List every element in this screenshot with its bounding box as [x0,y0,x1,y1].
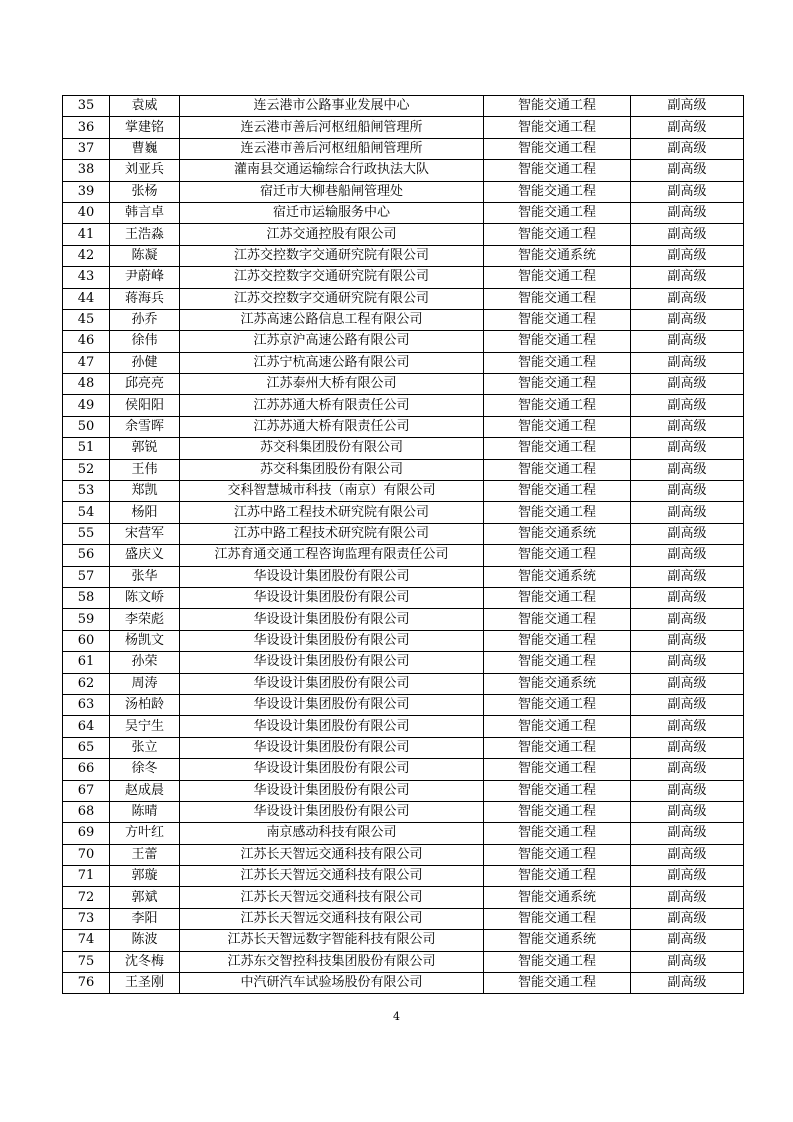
organization-cell: 江苏交控数字交通研究院有限公司 [180,245,484,266]
row-number-cell: 62 [63,673,110,694]
title-level-cell: 副高级 [631,481,744,502]
table-row [63,866,744,887]
table-row [63,288,744,309]
table-row [63,973,744,994]
row-number-cell: 74 [63,930,110,951]
row-number-cell: 70 [63,844,110,865]
title-level-cell: 副高级 [631,951,744,972]
person-name-cell: 汤柏龄 [110,694,180,715]
specialty-cell: 智能交通工程 [484,309,631,330]
row-number-cell: 37 [63,138,110,159]
row-number-cell: 67 [63,780,110,801]
specialty-cell: 智能交通工程 [484,609,631,630]
table-row [63,459,744,480]
table-row [63,780,744,801]
specialty-cell: 智能交通工程 [484,267,631,288]
person-name-cell: 陈波 [110,930,180,951]
organization-cell: 华设设计集团股份有限公司 [180,652,484,673]
row-number-cell: 40 [63,202,110,223]
person-name-cell: 赵成晨 [110,780,180,801]
title-level-cell: 副高级 [631,352,744,373]
title-level-cell: 副高级 [631,673,744,694]
row-number-cell: 59 [63,609,110,630]
organization-cell: 华设设计集团股份有限公司 [180,780,484,801]
organization-cell: 江苏长天智远交通科技有限公司 [180,887,484,908]
specialty-cell: 智能交通工程 [484,181,631,202]
row-number-cell: 36 [63,117,110,138]
title-level-cell: 副高级 [631,224,744,245]
organization-cell: 南京感动科技有限公司 [180,823,484,844]
specialty-cell: 智能交通工程 [484,801,631,822]
person-name-cell: 王伟 [110,459,180,480]
specialty-cell: 智能交通工程 [484,630,631,651]
table-row [63,181,744,202]
table-row [63,716,744,737]
person-name-cell: 蒋海兵 [110,288,180,309]
specialty-cell: 智能交通系统 [484,887,631,908]
row-number-cell: 73 [63,908,110,929]
row-number-cell: 72 [63,887,110,908]
organization-cell: 华设设计集团股份有限公司 [180,737,484,758]
specialty-cell: 智能交通工程 [484,587,631,608]
organization-cell: 中汽研汽车试验场股份有限公司 [180,973,484,994]
specialty-cell: 智能交通工程 [484,160,631,181]
specialty-cell: 智能交通工程 [484,202,631,223]
organization-cell: 江苏泰州大桥有限公司 [180,374,484,395]
specialty-cell: 智能交通工程 [484,438,631,459]
title-level-cell: 副高级 [631,823,744,844]
organization-cell: 连云港市公路事业发展中心 [180,96,484,117]
table-row [63,823,744,844]
table-row [63,202,744,223]
specialty-cell: 智能交通工程 [484,716,631,737]
specialty-cell: 智能交通工程 [484,352,631,373]
table-row [63,502,744,523]
title-level-cell: 副高级 [631,780,744,801]
table-row [63,245,744,266]
table-row [63,566,744,587]
title-level-cell: 副高级 [631,652,744,673]
organization-cell: 灌南县交通运输综合行政执法大队 [180,160,484,181]
person-name-cell: 李阳 [110,908,180,929]
table-row [63,587,744,608]
table-row [63,309,744,330]
organization-cell: 华设设计集团股份有限公司 [180,609,484,630]
title-level-cell: 副高级 [631,887,744,908]
specialty-cell: 智能交通工程 [484,288,631,309]
person-name-cell: 宋营军 [110,523,180,544]
row-number-cell: 55 [63,523,110,544]
table-row [63,374,744,395]
person-name-cell: 侯阳阳 [110,395,180,416]
title-level-cell: 副高级 [631,374,744,395]
specialty-cell: 智能交通工程 [484,138,631,159]
organization-cell: 江苏高速公路信息工程有限公司 [180,309,484,330]
table-row [63,438,744,459]
row-number-cell: 76 [63,973,110,994]
specialty-cell: 智能交通工程 [484,117,631,138]
title-level-cell: 副高级 [631,523,744,544]
title-level-cell: 副高级 [631,844,744,865]
person-name-cell: 韩言卓 [110,202,180,223]
title-level-cell: 副高级 [631,587,744,608]
title-level-cell: 副高级 [631,395,744,416]
specialty-cell: 智能交通工程 [484,844,631,865]
organization-cell: 华设设计集团股份有限公司 [180,801,484,822]
title-level-cell: 副高级 [631,545,744,566]
person-name-cell: 孙乔 [110,309,180,330]
row-number-cell: 41 [63,224,110,245]
person-name-cell: 周涛 [110,673,180,694]
row-number-cell: 69 [63,823,110,844]
specialty-cell: 智能交通工程 [484,331,631,352]
title-level-cell: 副高级 [631,630,744,651]
row-number-cell: 50 [63,416,110,437]
page-number: 4 [393,1010,400,1023]
table-row [63,652,744,673]
row-number-cell: 53 [63,481,110,502]
title-level-cell: 副高级 [631,331,744,352]
person-name-cell: 张杨 [110,181,180,202]
organization-cell: 华设设计集团股份有限公司 [180,716,484,737]
organization-cell: 华设设计集团股份有限公司 [180,630,484,651]
title-level-cell: 副高级 [631,96,744,117]
person-name-cell: 王圣刚 [110,973,180,994]
table-row [63,844,744,865]
specialty-cell: 智能交通工程 [484,737,631,758]
row-number-cell: 58 [63,587,110,608]
row-number-cell: 64 [63,716,110,737]
row-number-cell: 65 [63,737,110,758]
row-number-cell: 48 [63,374,110,395]
row-number-cell: 35 [63,96,110,117]
person-name-cell: 尹蔚峰 [110,267,180,288]
person-name-cell: 徐冬 [110,759,180,780]
table-row [63,224,744,245]
title-level-cell: 副高级 [631,309,744,330]
person-name-cell: 郑凯 [110,481,180,502]
table-row [63,930,744,951]
person-name-cell: 曹巍 [110,138,180,159]
person-name-cell: 王蕾 [110,844,180,865]
table-row [63,160,744,181]
row-number-cell: 60 [63,630,110,651]
table-row [63,609,744,630]
specialty-cell: 智能交通工程 [484,908,631,929]
person-name-cell: 盛庆义 [110,545,180,566]
row-number-cell: 54 [63,502,110,523]
specialty-cell: 智能交通工程 [484,866,631,887]
row-number-cell: 57 [63,566,110,587]
title-level-cell: 副高级 [631,160,744,181]
specialty-cell: 智能交通工程 [484,481,631,502]
person-name-cell: 袁威 [110,96,180,117]
row-number-cell: 38 [63,160,110,181]
specialty-cell: 智能交通工程 [484,973,631,994]
table-row [63,951,744,972]
title-level-cell: 副高级 [631,245,744,266]
specialty-cell: 智能交通工程 [484,395,631,416]
specialty-cell: 智能交通系统 [484,930,631,951]
table-row [63,673,744,694]
organization-cell: 江苏苏通大桥有限责任公司 [180,395,484,416]
organization-cell: 华设设计集团股份有限公司 [180,759,484,780]
organization-cell: 苏交科集团股份有限公司 [180,459,484,480]
person-name-cell: 张华 [110,566,180,587]
organization-cell: 华设设计集团股份有限公司 [180,673,484,694]
specialty-cell: 智能交通工程 [484,694,631,715]
row-number-cell: 52 [63,459,110,480]
person-name-cell: 邱亮亮 [110,374,180,395]
organization-cell: 江苏东交智控科技集团股份有限公司 [180,951,484,972]
row-number-cell: 71 [63,866,110,887]
person-name-cell: 吴宁生 [110,716,180,737]
title-level-cell: 副高级 [631,609,744,630]
person-name-cell: 杨阳 [110,502,180,523]
row-number-cell: 46 [63,331,110,352]
title-level-cell: 副高级 [631,438,744,459]
person-name-cell: 方叶红 [110,823,180,844]
organization-cell: 连云港市善后河枢纽船闸管理所 [180,117,484,138]
row-number-cell: 51 [63,438,110,459]
table-row [63,801,744,822]
title-level-cell: 副高级 [631,908,744,929]
organization-cell: 连云港市善后河枢纽船闸管理所 [180,138,484,159]
table-row [63,545,744,566]
person-name-cell: 陈文峤 [110,587,180,608]
organization-cell: 江苏长天智远交通科技有限公司 [180,908,484,929]
roster-table-body [63,96,744,994]
table-row [63,694,744,715]
title-level-cell: 副高级 [631,566,744,587]
person-name-cell: 徐伟 [110,331,180,352]
person-name-cell: 郭斌 [110,887,180,908]
title-level-cell: 副高级 [631,288,744,309]
title-level-cell: 副高级 [631,759,744,780]
row-number-cell: 45 [63,309,110,330]
organization-cell: 华设设计集团股份有限公司 [180,566,484,587]
specialty-cell: 智能交通工程 [484,759,631,780]
row-number-cell: 42 [63,245,110,266]
organization-cell: 江苏宁杭高速公路有限公司 [180,352,484,373]
organization-cell: 江苏交控数字交通研究院有限公司 [180,267,484,288]
specialty-cell: 智能交通工程 [484,96,631,117]
person-name-cell: 李荣彪 [110,609,180,630]
table-row [63,352,744,373]
row-number-cell: 66 [63,759,110,780]
specialty-cell: 智能交通工程 [484,823,631,844]
table-row [63,908,744,929]
table-row [63,138,744,159]
organization-cell: 江苏长天智远数字智能科技有限公司 [180,930,484,951]
title-level-cell: 副高级 [631,694,744,715]
person-name-cell: 孙荣 [110,652,180,673]
person-name-cell: 沈冬梅 [110,951,180,972]
person-name-cell: 陈凝 [110,245,180,266]
person-name-cell: 郭璇 [110,866,180,887]
specialty-cell: 智能交通系统 [484,523,631,544]
roster-table [62,95,744,994]
row-number-cell: 49 [63,395,110,416]
organization-cell: 江苏京沪高速公路有限公司 [180,331,484,352]
title-level-cell: 副高级 [631,930,744,951]
table-row [63,759,744,780]
row-number-cell: 44 [63,288,110,309]
title-level-cell: 副高级 [631,459,744,480]
organization-cell: 江苏中路工程技术研究院有限公司 [180,502,484,523]
specialty-cell: 智能交通工程 [484,545,631,566]
title-level-cell: 副高级 [631,973,744,994]
organization-cell: 江苏中路工程技术研究院有限公司 [180,523,484,544]
title-level-cell: 副高级 [631,502,744,523]
specialty-cell: 智能交通工程 [484,502,631,523]
row-number-cell: 56 [63,545,110,566]
person-name-cell: 郭锐 [110,438,180,459]
title-level-cell: 副高级 [631,117,744,138]
person-name-cell: 掌建铭 [110,117,180,138]
row-number-cell: 43 [63,267,110,288]
title-level-cell: 副高级 [631,416,744,437]
specialty-cell: 智能交通系统 [484,673,631,694]
title-level-cell: 副高级 [631,202,744,223]
specialty-cell: 智能交通工程 [484,652,631,673]
title-level-cell: 副高级 [631,138,744,159]
table-row [63,117,744,138]
person-name-cell: 王浩淼 [110,224,180,245]
specialty-cell: 智能交通工程 [484,951,631,972]
table-row [63,395,744,416]
title-level-cell: 副高级 [631,801,744,822]
person-name-cell: 陈晴 [110,801,180,822]
organization-cell: 宿迁市大柳巷船闸管理处 [180,181,484,202]
row-number-cell: 39 [63,181,110,202]
table-row [63,96,744,117]
title-level-cell: 副高级 [631,737,744,758]
person-name-cell: 刘亚兵 [110,160,180,181]
table-row [63,630,744,651]
specialty-cell: 智能交通系统 [484,566,631,587]
table-row [63,523,744,544]
specialty-cell: 智能交通工程 [484,416,631,437]
specialty-cell: 智能交通系统 [484,245,631,266]
row-number-cell: 61 [63,652,110,673]
organization-cell: 苏交科集团股份有限公司 [180,438,484,459]
organization-cell: 交科智慧城市科技（南京）有限公司 [180,481,484,502]
specialty-cell: 智能交通工程 [484,224,631,245]
title-level-cell: 副高级 [631,267,744,288]
organization-cell: 华设设计集团股份有限公司 [180,694,484,715]
title-level-cell: 副高级 [631,716,744,737]
table-row [63,737,744,758]
table-row [63,887,744,908]
organization-cell: 宿迁市运输服务中心 [180,202,484,223]
organization-cell: 江苏交控数字交通研究院有限公司 [180,288,484,309]
organization-cell: 江苏育通交通工程咨询监理有限责任公司 [180,545,484,566]
person-name-cell: 杨凯文 [110,630,180,651]
table-row [63,416,744,437]
row-number-cell: 68 [63,801,110,822]
row-number-cell: 75 [63,951,110,972]
person-name-cell: 余雪晖 [110,416,180,437]
table-row [63,267,744,288]
specialty-cell: 智能交通工程 [484,459,631,480]
organization-cell: 江苏交通控股有限公司 [180,224,484,245]
table-row [63,481,744,502]
specialty-cell: 智能交通工程 [484,780,631,801]
organization-cell: 江苏苏通大桥有限责任公司 [180,416,484,437]
person-name-cell: 孙健 [110,352,180,373]
person-name-cell: 张立 [110,737,180,758]
organization-cell: 华设设计集团股份有限公司 [180,587,484,608]
organization-cell: 江苏长天智远交通科技有限公司 [180,866,484,887]
title-level-cell: 副高级 [631,181,744,202]
row-number-cell: 63 [63,694,110,715]
specialty-cell: 智能交通工程 [484,374,631,395]
title-level-cell: 副高级 [631,866,744,887]
row-number-cell: 47 [63,352,110,373]
organization-cell: 江苏长天智远交通科技有限公司 [180,844,484,865]
table-row [63,331,744,352]
